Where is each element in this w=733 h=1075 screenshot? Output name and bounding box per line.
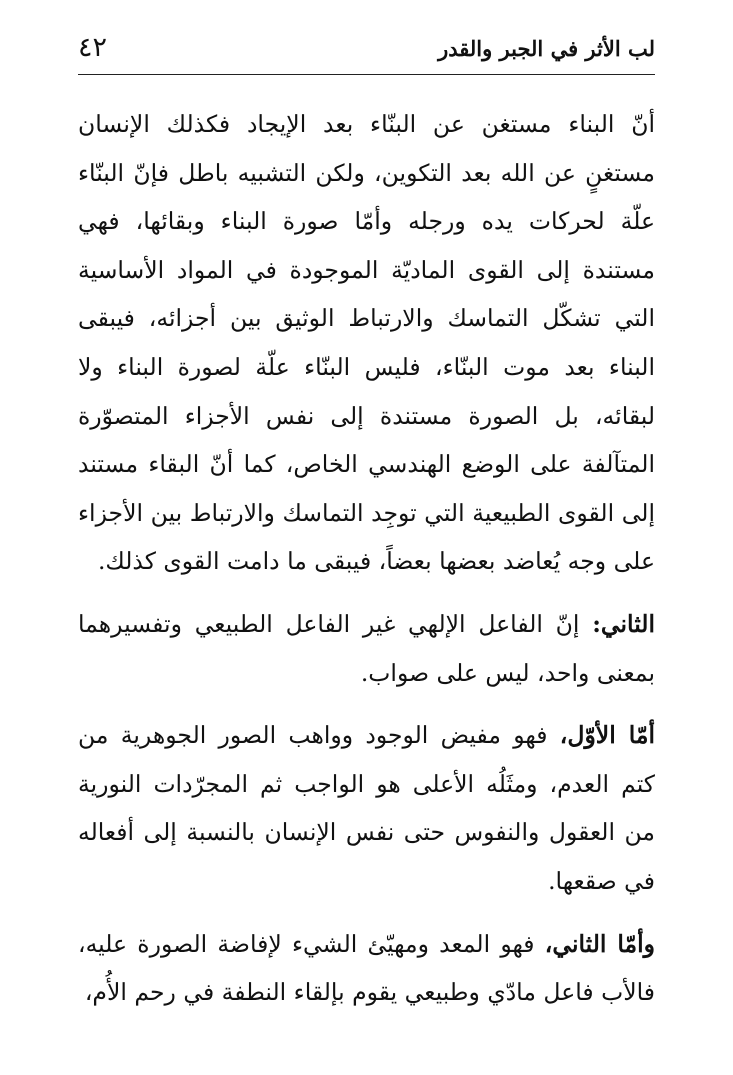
paragraph-lead-term: أمّا الأوّل، (559, 721, 655, 750)
paragraph (78, 711, 655, 905)
paragraph-lead-term: وأمّا الثاني، (544, 929, 655, 958)
paragraph (78, 600, 655, 697)
paragraph-lead-term: الثاني: (592, 609, 655, 638)
running-title: لب الأثر في الجبر والقدر (438, 36, 655, 61)
paragraph (78, 100, 655, 586)
paragraph-text: أنّ البناء مستغن عن البنّاء بعد الإيجاد فكذلك الإنسان مستغنٍ عن الله بعد التكوين، ولكن التشبيه باطل فإنّ البنّاء علّة لحركات يده ورجله وأمّا صورة البناء وبقائها، فهي مستندة إلى القوى الماديّة الموجودة في المواد الأساسية التي تشكّل التماسك والارتباط الوثيق بين أجزائه، فيبقى البناء بعد موت البنّاء، فليس البنّاء علّة لصورة البناء ولا لبقائه، بل الصورة مستندة إلى نفس الأجزاء المتصوّرة المتآلفة على الوضع الهندسي الخاص، كما أنّ البقاء مستند إلى القوى الطبيعية التي توجِد التماسك والارتباط بين الأجزاء على وجه يُعاضد بعضها بعضاً، فيبقى ما دامت القوى كذلك. (78, 110, 655, 576)
paragraph-text: فهو مفيض الوجود وواهب الصور الجوهرية من كتم العدم، ومثَلُه الأعلى هو الواجب ثم المجرّدات النورية من العقول والنفوس حتى نفس الإنسان بالنسبة إلى أفعاله في صقعها. (78, 721, 655, 895)
paragraph (78, 920, 655, 1017)
page-header (78, 30, 655, 75)
paragraph-text: إنّ الفاعل الإلهي غير الفاعل الطبيعي وتفسيرهما بمعنى واحد، ليس على صواب. (78, 609, 655, 687)
page-number: ٤٢ (78, 32, 108, 63)
paragraph-text: فهو المعد ومهيّئ الشيء لإفاضة الصورة عليه، فالأب فاعل مادّي وطبيعي يقوم بإلقاء النطفة في رحم الأُم، (78, 929, 655, 1007)
body-text (78, 100, 655, 1017)
